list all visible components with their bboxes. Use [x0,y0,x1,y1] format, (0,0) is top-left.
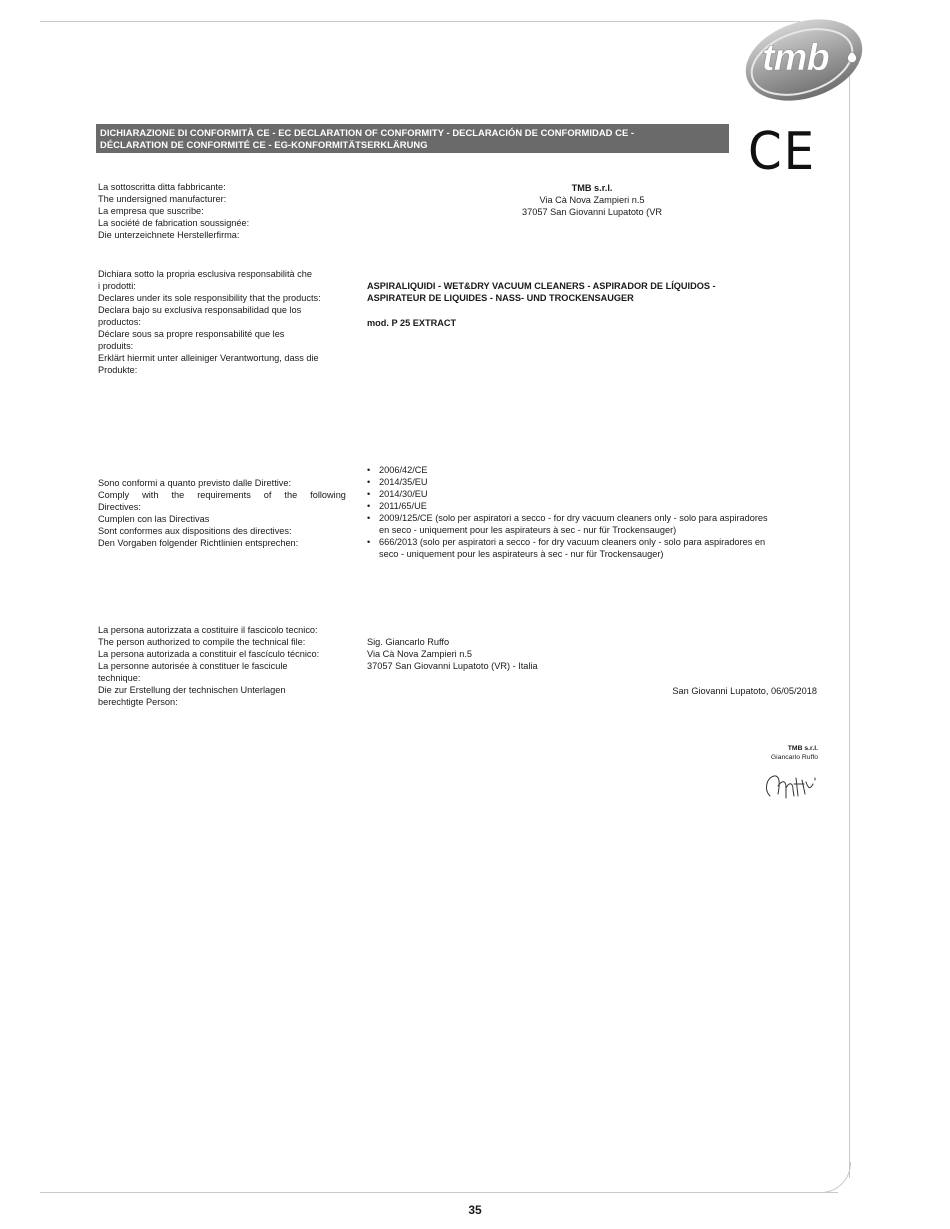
handwritten-signature-icon [758,770,830,802]
products-label: productos: [98,317,141,327]
page-frame-bottom [40,1192,838,1193]
directives-label: Directives: [98,502,141,512]
manufacturer-label: The undersigned manufacturer: [98,194,227,204]
directive-text: • 2011/65/UE [379,501,427,511]
products-labels [98,268,321,376]
technical-file-address-line-2: 37057 San Giovanni Lupatoto (VR) - Italia [367,661,538,671]
manufacturer-address-line-1: Via Cà Nova Zampieri n.5 [539,195,645,205]
manufacturer-details [482,182,702,218]
svg-text:tmb: tmb [762,37,829,79]
signature-name: Giancarlo Ruffo [770,754,818,761]
directive-item [367,512,817,536]
directive-item [367,464,817,476]
products-label: Déclare sous sa propre responsabilité que les [98,329,285,339]
technical-file-person [367,636,538,672]
directives-label: Sont conformes aux dispositions des directives: [98,526,292,536]
directives-word: with [142,490,159,500]
technical-file-label: La personne autorisée à constituer le fascicule [98,661,288,671]
manufacturer-label: La société de fabrication soussignée: [98,218,250,228]
technical-file-label: Die zur Erstellung der technischen Unterlagen [98,685,286,695]
page-number: 35 [468,1203,482,1217]
signature-block [740,744,818,762]
declaration-title-line-2: DÉCLARATION DE CONFORMITÉ CE - EG-KONFORMITÄTSERKLÄRUNG [100,139,428,150]
directive-text: • 2009/125/CE (solo per aspiratori a secco - for dry vacuum cleaners only - solo para aspiradores [379,513,768,523]
directives-word: following [310,490,346,500]
svg-text:CE: CE [748,123,816,173]
signature-company: TMB s.r.l. [787,745,818,752]
technical-file-address-line-1: Via Cà Nova Zampieri n.5 [367,649,473,659]
manufacturer-label: La sottoscritta ditta fabbricante: [98,182,226,192]
technical-file-label: berechtigte Person: [98,697,178,707]
product-description-line-2: ASPIRATEUR DE LIQUIDES - NASS- UND TROCKENSAUGER [367,293,634,303]
products-label: i prodotti: [98,281,136,291]
products-label: Declares under its sole responsibility that the products: [98,293,321,303]
directives-label: Den Vorgaben folgender Richtlinien entsprechen: [98,538,299,548]
products-label: produits: [98,341,134,351]
technical-file-labels [98,624,319,708]
manufacturer-address-line-2: 37057 San Giovanni Lupatoto (VR [522,207,662,217]
declaration-title-line-1: DICHIARAZIONE DI CONFORMITÀ CE - EC DECLARATION OF CONFORMITY - DECLARACIÓN DE CONFORMIDAD CE - [100,127,635,138]
directives-word: Comply [98,490,130,500]
manufacturer-labels [98,181,249,241]
directives-labels [98,477,346,549]
product-description [367,280,716,304]
directives-label: Sono conformi a quanto previsto dalle Direttive: [98,478,292,488]
products-label: Produkte: [98,365,138,375]
products-label: Dichiara sotto la propria esclusiva responsabilità che [98,269,312,279]
technical-file-person-name: Sig. Giancarlo Ruffo [367,637,450,647]
directive-item [367,536,817,560]
directives-label: Cumplen con las Directivas [98,514,210,524]
directives-word: the [284,490,298,500]
directive-text: • 2014/30/EU [379,489,428,499]
page-frame-top [40,21,800,22]
directive-text: • 2006/42/CE [379,465,428,475]
directives-list [367,464,817,560]
tmb-logo-icon [742,6,868,102]
technical-file-label: La persona autorizzata a costituire il fascicolo tecnico: [98,625,318,635]
directives-word: requirements [197,490,251,500]
directive-text: en seco - uniquement pour les aspirateurs à sec - nur für Trockensauger) [379,525,677,535]
technical-file-label: La persona autorizada a constituir el fascículo técnico: [98,649,320,659]
declaration-title [96,124,729,153]
page-frame-right [849,62,850,1178]
directive-text: • 666/2013 (solo per aspiratori a secco - for dry vacuum cleaners only - solo para aspiradores en [379,537,766,547]
page-frame-corner [820,1162,851,1193]
product-description-line-1: ASPIRALIQUIDI - WET&DRY VACUUM CLEANERS - ASPIRADOR DE LÍQUIDOS - [367,281,716,291]
directives-word: the [171,490,185,500]
technical-file-label: The person authorized to compile the technical file: [98,637,306,647]
products-label: Declara bajo su exclusiva responsabilidad que los [98,305,302,315]
directive-item [367,476,817,488]
place-and-date: San Giovanni Lupatoto, 06/05/2018 [672,686,817,696]
directive-text: • 2014/35/EU [379,477,428,487]
manufacturer-label: Die unterzeichnete Herstellerfirma: [98,230,240,240]
directive-item [367,500,817,512]
directive-text: seco - uniquement pour les aspirateurs à sec - nur für Trockensauger) [379,549,664,559]
products-label: Erklärt hiermit unter alleiniger Verantwortung, dass die [98,353,319,363]
directives-label-justified [98,489,346,501]
technical-file-label: technique: [98,673,141,683]
product-model: mod. P 25 EXTRACT [367,318,457,328]
directives-word: of [263,490,272,500]
ce-mark-icon [748,123,818,173]
manufacturer-label: La empresa que suscribe: [98,206,204,216]
directive-item [367,488,817,500]
manufacturer-name: TMB s.r.l. [571,183,613,193]
